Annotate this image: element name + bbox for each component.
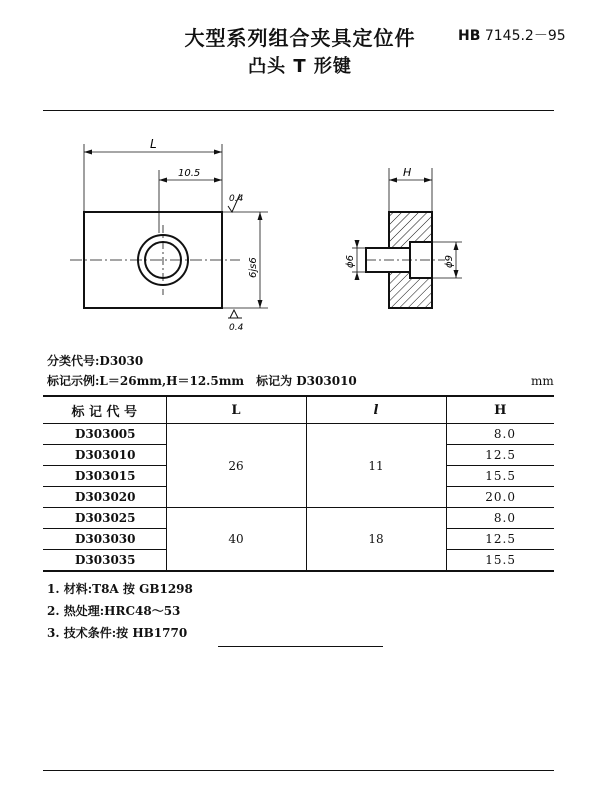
cell-H: 15.5 [446,550,554,572]
table-row [43,424,554,445]
header-l: l [306,396,446,424]
cell-code: D303005 [43,424,166,445]
cell-L: 40 [166,508,306,572]
header-rule [43,110,554,111]
document-subtitle: 凸头 T 形键 [248,56,352,77]
dim-6js6-label: 6js6 [248,257,259,278]
header-L: L [166,396,306,424]
cell-H: 20.0 [446,487,554,508]
marking-example: 标记示例:L＝26mm,H＝12.5mm 标记为 D303010 [47,374,357,388]
footer-rule [43,770,554,771]
dim-phi6-label: ϕ6 [345,255,356,268]
cell-code: D303020 [43,487,166,508]
roughness-symbol-bottom [230,310,238,318]
roughness-top-label: 0.4 [229,194,244,204]
cell-l: 11 [306,424,446,508]
cell-H: 8.0 [446,508,554,529]
dim-10-5-label: 10.5 [178,168,201,179]
table-row [43,508,554,529]
header-H: H [446,396,554,424]
section-view [345,166,462,308]
front-view [70,137,268,333]
cell-code: D303010 [43,445,166,466]
cell-code: D303025 [43,508,166,529]
note-heat-treatment: 2. 热处理:HRC48～53 [47,604,181,618]
class-code: 分类代号:D3030 [47,354,144,368]
header-code: 标 记 代 号 [43,396,166,424]
cell-H: 8.0 [446,424,554,445]
note-material: 1. 材料:T8A 按 GB1298 [47,582,193,596]
spec-table [43,395,554,572]
standard-code: 7145.2－95 [484,28,566,44]
standard-number [458,25,566,45]
dim-H-label: H [403,166,412,179]
table-header-row [43,396,554,424]
dim-L-label: L [150,137,157,151]
unit-label: mm [531,374,554,388]
note-technical-conditions: 3. 技术条件:按 HB1770 [47,626,188,640]
cell-L: 26 [166,424,306,508]
cell-l: 18 [306,508,446,572]
roughness-bottom-label: 0.4 [229,323,244,333]
cell-H: 12.5 [446,445,554,466]
cell-code: D303030 [43,529,166,550]
standard-prefix: HB [458,28,481,44]
cell-H: 12.5 [446,529,554,550]
cell-H: 15.5 [446,466,554,487]
dim-phi9-label: ϕ9 [444,255,455,268]
document-title: 大型系列组合夹具定位件 [184,26,416,50]
technical-drawing [0,130,600,340]
end-rule [218,646,383,647]
cell-code: D303015 [43,466,166,487]
cell-code: D303035 [43,550,166,572]
